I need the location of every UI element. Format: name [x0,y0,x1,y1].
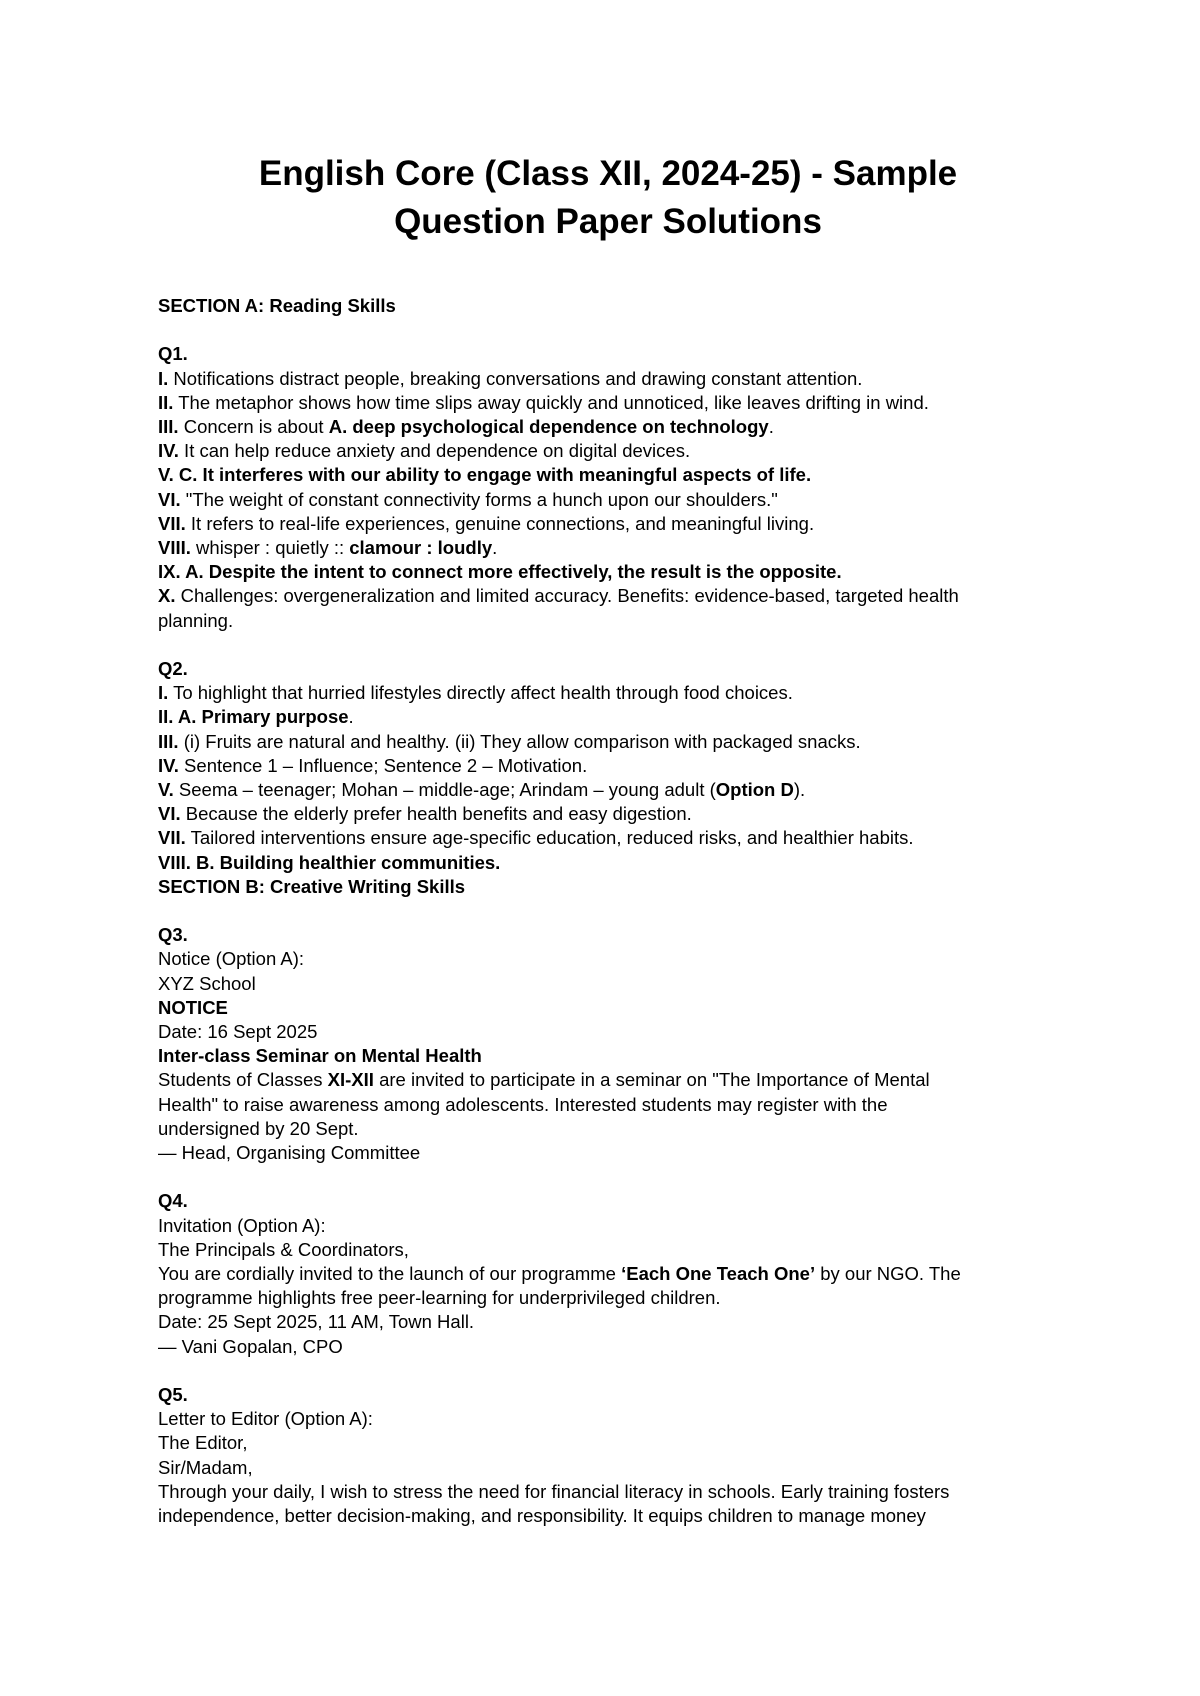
q3-body-3: undersigned by 20 Sept. [158,1117,359,1139]
q4-body-1: You are cordially invited to the launch of our programme ‘Each One Teach One’ by our NGO. The [158,1263,961,1285]
document-page [158,150,1058,1528]
q5-body-2: independence, better decision-making, and responsibility. It equips children to manage money [158,1505,926,1527]
q2-answer-iii: III. (i) Fruits are natural and healthy. (ii) They allow comparison with packaged snacks. [158,730,861,752]
q4-body-2: programme highlights free peer-learning for underprivileged children. [158,1287,721,1309]
q3-heading: Q3. [158,924,188,946]
q3-line-2: XYZ School [158,972,256,994]
document-body [158,294,1058,1528]
q2-answer-vii: VII. Tailored interventions ensure age-specific education, reduced risks, and healthier habits. [158,827,914,849]
q3-notice-subject: Inter-class Seminar on Mental Health [158,1045,482,1067]
q1-answer-v: V. C. It interferes with our ability to engage with meaningful aspects of life. [158,464,812,486]
q1-answer-ix: IX. A. Despite the intent to connect more effectively, the result is the opposite. [158,561,842,583]
section-b-heading: SECTION B: Creative Writing Skills [158,875,466,897]
q5-line-3: Sir/Madam, [158,1456,253,1478]
q3-body-1: Students of Classes XI-XII are invited to participate in a seminar on "The Importance of Mental [158,1069,930,1091]
q1-answer-x: X. Challenges: overgeneralization and limited accuracy. Benefits: evidence-based, targeted health [158,585,959,607]
q1-answer-vi: VI. "The weight of constant connectivity forms a hunch upon our shoulders." [158,488,778,510]
q2-answer-i: I. To highlight that hurried lifestyles directly affect health through food choices. [158,682,793,704]
section-a-heading: SECTION A: Reading Skills [158,295,396,316]
q3-body-2: Health" to raise awareness among adolescents. Interested students may register with the [158,1093,888,1115]
q2-answer-iv: IV. Sentence 1 – Influence; Sentence 2 – Motivation. [158,754,588,776]
q5-body-1: Through your daily, I wish to stress the need for financial literacy in schools. Early training fosters [158,1480,950,1502]
title-line-1: English Core (Class XII, 2024-25) - Sample [258,154,958,193]
q3-notice-title: NOTICE [158,996,228,1018]
q3-line-1: Notice (Option A): [158,948,305,970]
q5-heading: Q5. [158,1384,188,1406]
q2-answer-vi: VI. Because the elderly prefer health benefits and easy digestion. [158,803,692,825]
q4-heading: Q4. [158,1190,188,1212]
q5-line-1: Letter to Editor (Option A): [158,1408,373,1430]
q2-answer-v: V. Seema – teenager; Mohan – middle-age; Arindam – young adult (Option D). [158,779,806,801]
q4-line-1: Invitation (Option A): [158,1214,326,1236]
q1-answer-ii: II. The metaphor shows how time slips away quickly and unnoticed, like leaves drifting in wind. [158,391,929,413]
q1-answer-i: I. Notifications distract people, breaking conversations and drawing constant attention. [158,367,863,389]
page-title [158,150,1058,246]
q1-answer-vii: VII. It refers to real-life experiences, genuine connections, and meaningful living. [158,512,815,534]
q2-answer-viii: VIII. B. Building healthier communities. [158,851,501,873]
q3-date: Date: 16 Sept 2025 [158,1021,318,1043]
title-line-2: Question Paper Solutions [394,202,822,241]
q1-answer-iii: III. Concern is about A. deep psychological dependence on technology. [158,416,774,437]
q4-date: Date: 25 Sept 2025, 11 AM, Town Hall. [158,1311,475,1333]
q5-line-2: The Editor, [158,1432,248,1454]
q3-signature: — Head, Organising Committee [158,1142,421,1164]
q1-heading: Q1. [158,343,188,365]
q2-answer-ii: II. A. Primary purpose. [158,706,354,728]
q2-heading: Q2. [158,658,188,680]
q1-answer-x-continued: planning. [158,609,234,631]
q4-signature: — Vani Gopalan, CPO [158,1335,343,1357]
q1-answer-viii: VIII. whisper : quietly :: clamour : loudly. [158,537,498,559]
q4-line-2: The Principals & Coordinators, [158,1238,409,1260]
q1-answer-iv: IV. It can help reduce anxiety and dependence on digital devices. [158,440,691,462]
